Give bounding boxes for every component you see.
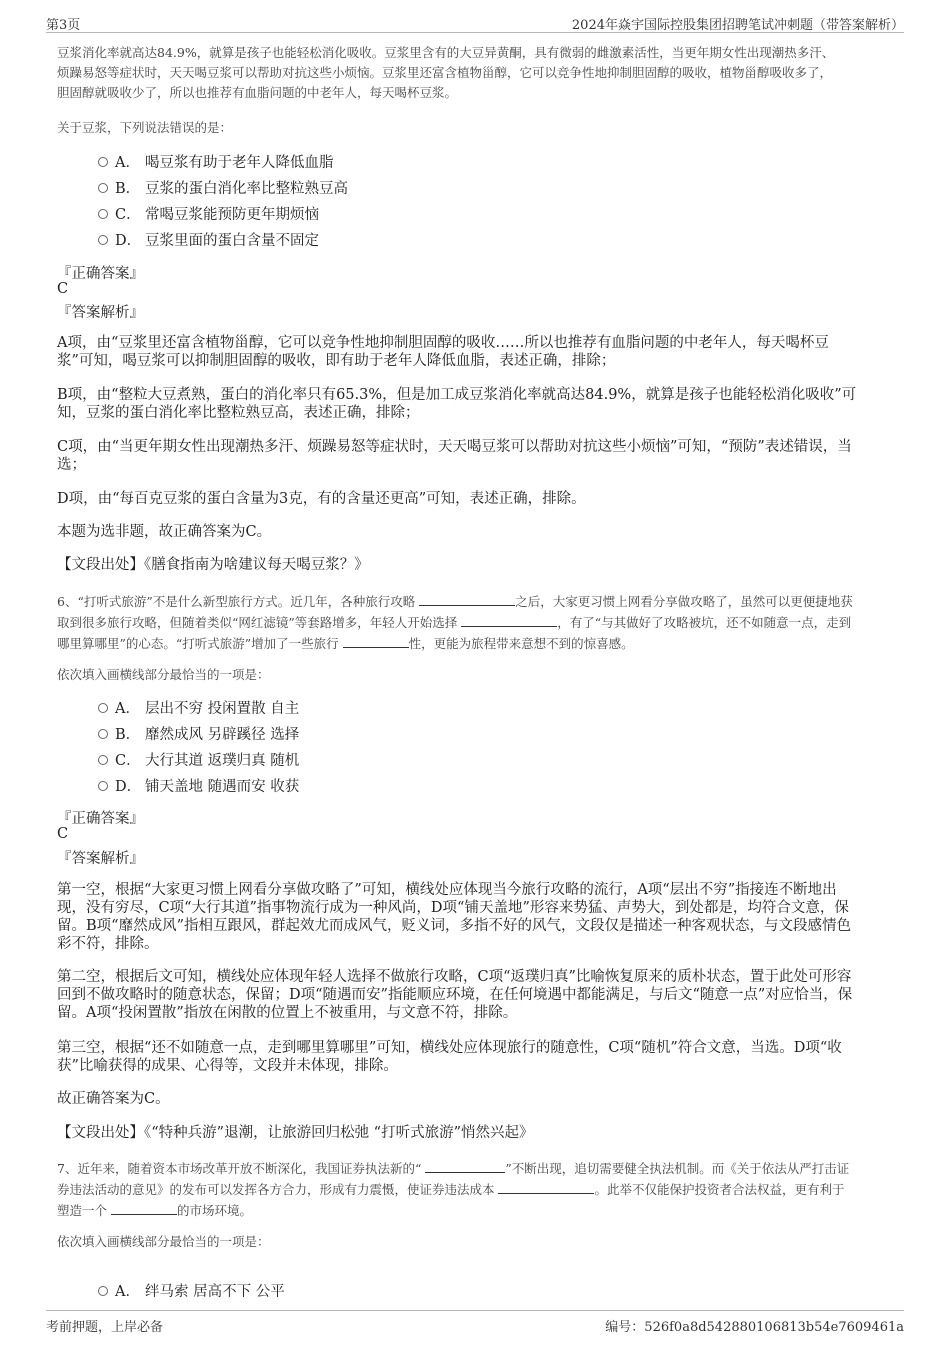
option-letter: A． <box>115 701 140 717</box>
analysis-line: 回到不做攻略时的随意状态，保留；D项“随遇而安”指能顺应环境，在任何境遇中都能满足，与后文“随意一点”对应恰当，保 <box>57 987 853 1003</box>
q7-prompt: 依次填入画横线部分最恰当的一项是： <box>57 1234 270 1249</box>
analysis-line: 第一空，根据“大家更习惯上网看分享做攻略了”可知，横线处应体现当今旅行攻略的流行，A项“层出不穷”指接连不断地出 <box>57 882 837 898</box>
option-text: 豆浆里面的蛋白含量不固定 <box>145 233 319 249</box>
q7-passage-line: 7、近年来，随着资本市场改革开放不断深化，我国证券执法新的“ ”不断出现，追切需要健全执法机制。而《关于依法从严打击证 <box>57 1158 907 1179</box>
q5-passage <box>57 43 907 103</box>
option-letter: C． <box>115 753 141 769</box>
footer-slogan: 考前押题，上岸必备 <box>46 1320 164 1335</box>
analysis-line: 现，没有穷尽，C项“大行其道”指事物流行成为一种风尚，D项“铺天盖地”形容来势猛、声势大，到处都是，均符合文意，保 <box>57 900 849 916</box>
analysis-line: 留。A项“投闲置散”指放在闲散的位置上不被重用，与文意不符，排除。 <box>57 1005 518 1021</box>
q6-option-a[interactable] <box>98 699 299 719</box>
q5-conclusion: 本题为选非题，故正确答案为C。 <box>57 524 272 540</box>
analysis-line: B项，由“整粒大豆煮熟，蛋白的消化率只有65.3%，但是加工成豆浆消化率就高达84.9%，就算是孩子也能轻松消化吸收”可 <box>57 387 857 403</box>
document-id: 编号：526f0a8d542880106813b54e7609461a <box>605 1320 904 1335</box>
q5-passage-line: 烦躁易怒等症状时，天天喝豆浆可以帮助对抗这些小烦恼。豆浆里还富含植物甾醇，它可以竞争性地抑制胆固醇的吸收，植物甾醇吸收多了， <box>57 65 833 80</box>
fill-blank <box>111 1200 177 1215</box>
q5-option-d[interactable] <box>98 231 319 251</box>
q5-analysis-label: 『答案解析』 <box>57 305 144 321</box>
q7-option-a[interactable] <box>98 1282 285 1302</box>
q5-option-a[interactable] <box>98 153 334 173</box>
q6-passage <box>57 591 907 654</box>
q5-passage-line: 豆浆消化率就高达84.9%，就算是孩子也能轻松消化吸收。豆浆里含有的大豆异黄酮，具有微弱的雌激素活性，当更年期女性出现潮热多汗、 <box>57 45 835 60</box>
q6-source: 【文段出处】《“特种兵游”退潮，让旅游回归松弛 “打听式旅游”悄然兴起》 <box>57 1125 534 1141</box>
fill-blank <box>419 591 515 606</box>
q7-passage <box>57 1158 907 1221</box>
analysis-line: 获”比喻获得的成果、心得等，文段并未体现，排除。 <box>57 1058 398 1074</box>
q6-passage-line: 6、“打听式旅游”不是什么新型旅行方式。近几年，各种旅行攻略 之后，大家更习惯上网看分享做攻略了，虽然可以更便捷地获 <box>57 591 907 612</box>
radio-icon[interactable] <box>98 183 108 193</box>
page-header <box>46 10 904 33</box>
q6-conclusion: 故正确答案为C。 <box>57 1091 170 1107</box>
analysis-line: 第二空，根据后文可知，横线处应体现年轻人选择不做旅行攻略，C项“返璞归真”比喻恢复原来的质朴状态，置于此处可形容 <box>57 969 852 985</box>
radio-icon[interactable] <box>98 781 108 791</box>
fill-blank <box>498 1179 594 1194</box>
q5-analysis-c <box>57 438 907 474</box>
q6-option-d[interactable] <box>98 777 299 797</box>
q5-analysis-d: D项，由“每百克豆浆的蛋白含量为3克，有的含量还更高”可知，表述正确，排除。 <box>57 491 586 507</box>
option-text: 绊马索 居高不下 公平 <box>145 1284 285 1300</box>
q6-prompt: 依次填入画横线部分最恰当的一项是： <box>57 667 270 682</box>
analysis-line: A项，由“豆浆里还富含植物甾醇，它可以竞争性地抑制胆固醇的吸收……所以也推荐有血脂问题的中老年人，每天喝杯豆 <box>57 335 829 351</box>
q5-option-b[interactable] <box>98 179 348 199</box>
analysis-line: 知，豆浆的蛋白消化率比整粒熟豆高，表述正确，排除； <box>57 405 420 421</box>
q5-answer-label: 『正确答案』 <box>57 266 144 282</box>
analysis-line: 选； <box>57 457 86 473</box>
option-letter: C． <box>115 207 141 223</box>
option-text: 靡然成风 另辟蹊径 选择 <box>145 727 300 743</box>
analysis-line: 彩不符，排除。 <box>57 936 159 952</box>
radio-icon[interactable] <box>98 755 108 765</box>
option-letter: D． <box>115 779 142 795</box>
option-text: 喝豆浆有助于老年人降低血脂 <box>145 155 334 171</box>
radio-icon[interactable] <box>98 209 108 219</box>
fill-blank <box>343 633 409 648</box>
radio-icon[interactable] <box>98 157 108 167</box>
analysis-line: 第三空，根据“还不如随意一点，走到哪里算哪里”可知，横线处应体现旅行的随意性，C项“随机”符合文意，当选。D项“收 <box>57 1040 842 1056</box>
q6-analysis-3 <box>57 1039 907 1075</box>
option-letter: B． <box>115 181 141 197</box>
q6-answer-label: 『正确答案』 <box>57 811 144 827</box>
q6-option-b[interactable] <box>98 725 299 745</box>
q6-passage-line: 哪里算哪里”的心态。“打听式旅游”增加了一些旅行 性，更能为旅程带来意想不到的惊喜感。 <box>57 633 907 654</box>
q5-source: 【文段出处】《膳食指南为啥建议每天喝豆浆？》 <box>57 557 369 573</box>
option-text: 常喝豆浆能预防更年期烦恼 <box>145 207 319 223</box>
radio-icon[interactable] <box>98 729 108 739</box>
option-text: 层出不穷 投闲置散 自主 <box>145 701 300 717</box>
analysis-line: 留。B项“靡然成风”指相互跟风，群起效尤而成风气，贬义词，多指不好的风气，文段仅是描述一种客观状态，与文段感情色 <box>57 918 851 934</box>
option-text: 豆浆的蛋白消化率比整粒熟豆高 <box>145 181 348 197</box>
q5-prompt: 关于豆浆，下列说法错误的是： <box>57 120 233 135</box>
page-footer <box>46 1310 904 1335</box>
q5-analysis-a <box>57 334 907 370</box>
page-number: 第3页 <box>46 18 81 33</box>
q7-passage-line: 塑造一个 的市场环境。 <box>57 1200 907 1221</box>
option-letter: B． <box>115 727 141 743</box>
q5-analysis-b <box>57 386 907 422</box>
q7-passage-line: 券违法活动的意见》的发布可以发挥各方合力，形成有力震慑，使证券违法成本 。此举不仅能保护投资者合法权益，更有利于 <box>57 1179 907 1200</box>
document-title: 2024年焱宇国际控股集团招聘笔试冲刺题（带答案解析） <box>571 18 904 33</box>
q6-option-c[interactable] <box>98 751 299 771</box>
option-letter: A． <box>115 155 140 171</box>
radio-icon[interactable] <box>98 1286 108 1296</box>
option-letter: A． <box>115 1284 140 1300</box>
fill-blank <box>461 612 557 627</box>
q6-analysis-2 <box>57 968 907 1022</box>
q5-passage-line: 胆固醇就吸收少了，所以也推荐有血脂问题的中老年人，每天喝杯豆浆。 <box>57 85 458 100</box>
analysis-line: 浆”可知，喝豆浆可以抑制胆固醇的吸收，即有助于老年人降低血脂，表述正确，排除； <box>57 353 616 369</box>
q5-answer: C <box>57 281 69 297</box>
q6-answer: C <box>57 826 69 842</box>
analysis-line: C项，由“当更年期女性出现潮热多汗、烦躁易怒等症状时，天天喝豆浆可以帮助对抗这些小烦恼”可知，“预防”表述错误，当 <box>57 439 852 455</box>
option-text: 大行其道 返璞归真 随机 <box>145 753 300 769</box>
fill-blank <box>425 1158 505 1173</box>
q6-analysis-1 <box>57 881 907 953</box>
radio-icon[interactable] <box>98 235 108 245</box>
q6-passage-line: 取到很多旅行攻略，但随着类似“网红滤镜”等套路增多，年轻人开始选择 ，有了“与其做好了攻略被坑，还不如随意一点，走到 <box>57 612 907 633</box>
option-text: 铺天盖地 随遇而安 收获 <box>145 779 300 795</box>
q6-analysis-label: 『答案解析』 <box>57 851 144 867</box>
q5-option-c[interactable] <box>98 205 319 225</box>
option-letter: D． <box>115 233 142 249</box>
radio-icon[interactable] <box>98 703 108 713</box>
